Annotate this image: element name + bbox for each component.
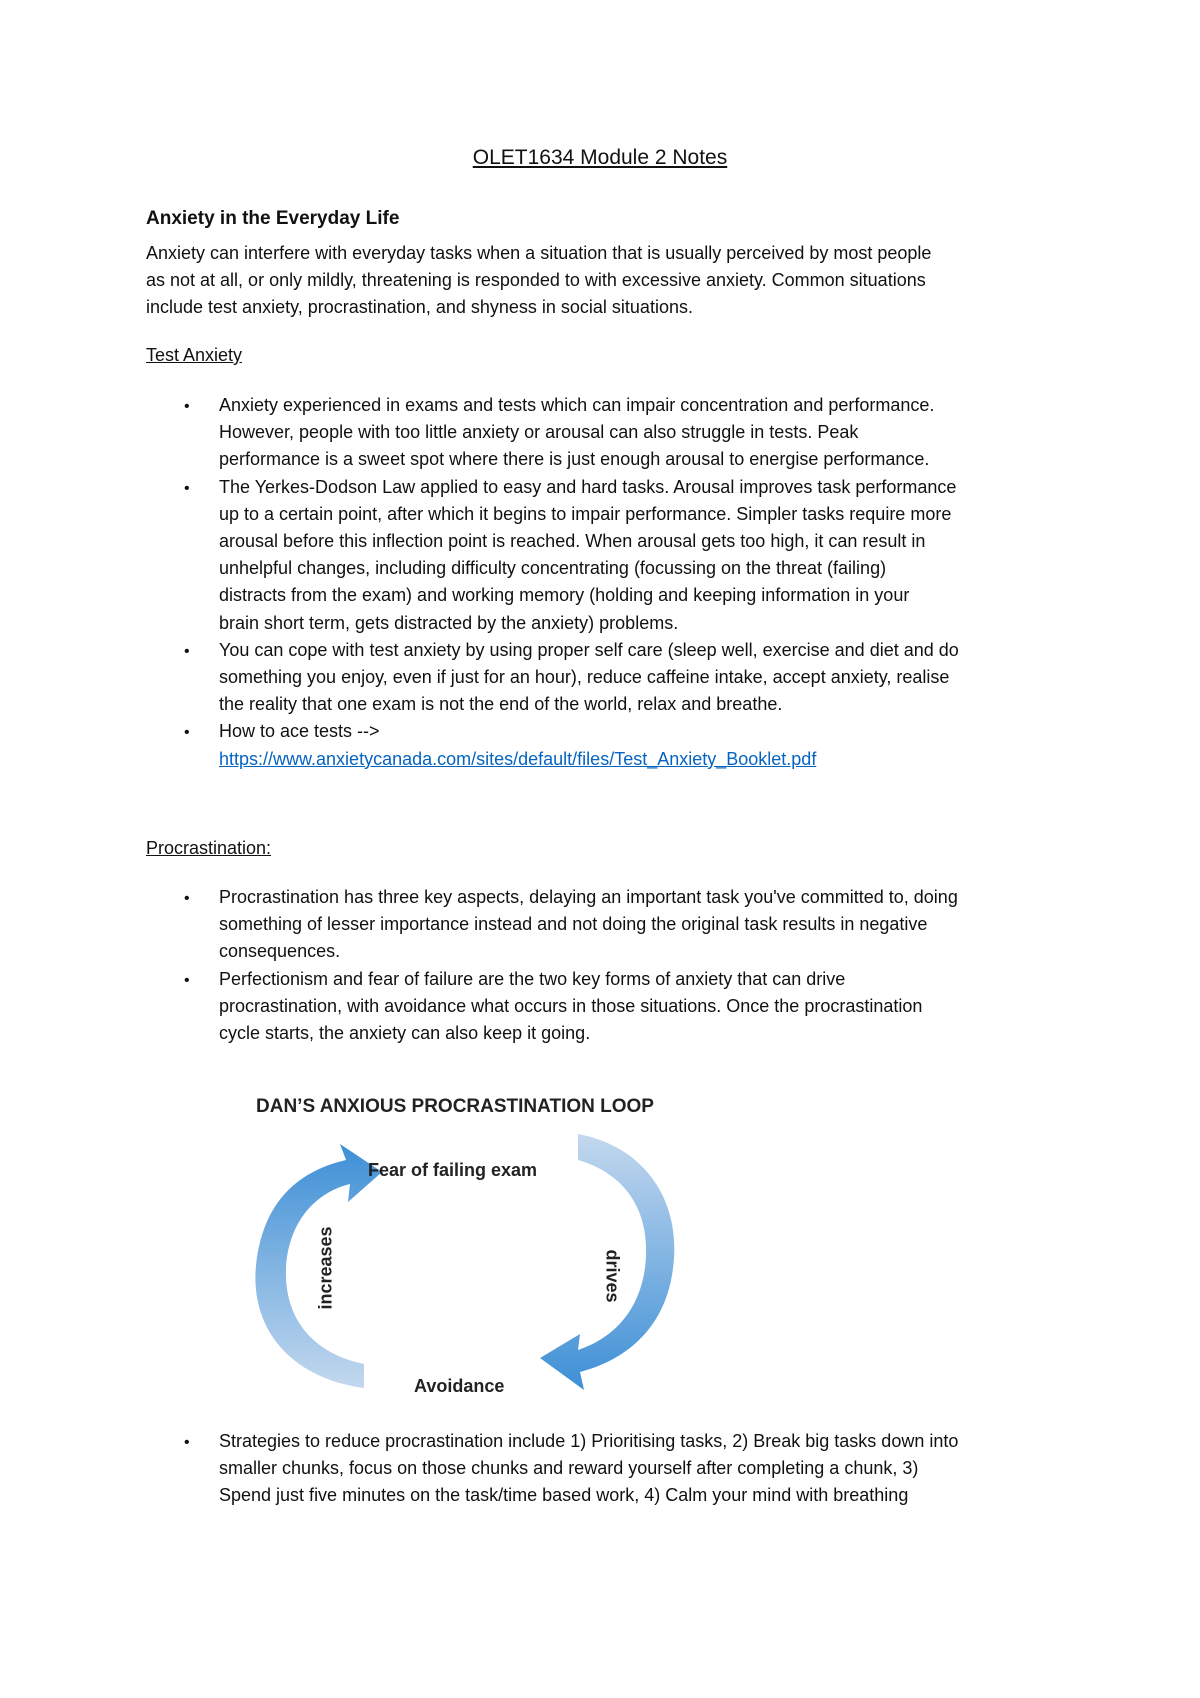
bullet-line: distracts from the exam) and working memory (holding and keeping information in your: [219, 585, 910, 606]
bullet-line: cycle starts, the anxiety can also keep it going.: [219, 1023, 591, 1044]
bullet-line: Strategies to reduce procrastination include 1) Prioritising tasks, 2) Break big tasks down into: [219, 1431, 959, 1451]
bullet-icon: •: [184, 890, 190, 907]
bullet-line: Spend just five minutes on the task/time based work, 4) Calm your mind with breathing: [219, 1485, 909, 1506]
bullet-line: Anxiety experienced in exams and tests which can impair concentration and performance.: [219, 395, 935, 415]
bullet-line: performance is a sweet spot where there is just enough arousal to energise performance.: [219, 449, 930, 470]
bullet-icon: •: [184, 724, 190, 742]
procrastination-loop-diagram: [250, 1088, 710, 1408]
bullet-line: Procrastination has three key aspects, delaying an important task you've committed to, doing: [219, 887, 958, 907]
diagram-label-increases: increases: [315, 1226, 336, 1310]
bullet-icon: •: [184, 971, 190, 989]
bullet-icon: •: [184, 1434, 190, 1451]
bullet-line: something you enjoy, even if just for an hour), reduce caffeine intake, accept anxiety, realise: [219, 667, 950, 688]
list-item: [146, 884, 1076, 966]
intro-line: include test anxiety, procrastination, and shyness in social situations.: [146, 297, 693, 318]
intro-paragraph: [146, 240, 1066, 322]
list-item: [146, 474, 1076, 637]
link-bullet-label: How to ace tests -->: [219, 721, 380, 742]
bullet-icon: •: [184, 642, 190, 660]
bullet-line: Perfectionism and fear of failure are the two key forms of anxiety that can drive: [219, 968, 846, 989]
bullet-line: procrastination, with avoidance what occurs in those situations. Once the procrastination: [219, 995, 923, 1016]
intro-line: Anxiety can interfere with everyday tasks when a situation that is usually perceived by most people: [146, 243, 932, 263]
list-item: [146, 718, 1076, 772]
list-item: [146, 392, 1076, 474]
list-item: [146, 966, 1076, 1048]
bullet-line: The Yerkes-Dodson Law applied to easy and hard tasks. Arousal improves task performance: [219, 476, 957, 497]
bullet-icon: •: [184, 479, 190, 497]
procrastination-heading: Procrastination:: [146, 838, 272, 858]
bullet-line: something of lesser importance instead and not doing the original task results in negative: [219, 914, 928, 935]
test-anxiety-booklet-link[interactable]: https://www.anxietycanada.com/sites/default/files/Test_Anxiety_Booklet.pdf: [219, 748, 817, 769]
bullet-line: brain short term, gets distracted by the anxiety) problems.: [219, 612, 679, 633]
bullet-line: You can cope with test anxiety by using proper self care (sleep well, exercise and diet and do: [219, 639, 959, 660]
diagram-label-fear: Fear of failing exam: [368, 1160, 538, 1180]
bullet-line: smaller chunks, focus on those chunks and reward yourself after completing a chunk, 3): [219, 1458, 919, 1479]
bullet-line: consequences.: [219, 941, 341, 962]
bullet-line: unhelpful changes, including difficulty concentrating (focussing on the threat (failing): [219, 558, 887, 579]
section-heading: Anxiety in the Everyday Life: [146, 208, 400, 229]
document-title: OLET1634 Module 2 Notes: [472, 146, 728, 169]
list-item: [146, 637, 1076, 719]
procrastination-list: [146, 884, 1076, 1047]
bullet-line: up to a certain point, after which it begins to impair performance. Simpler tasks require more: [219, 503, 952, 524]
bullet-line: However, people with too little anxiety or arousal can also struggle in tests. Peak: [219, 422, 859, 443]
bullet-line: arousal before this inflection point is reached. When arousal gets too high, it can result in: [219, 531, 926, 552]
bullet-line: the reality that one exam is not the end of the world, relax and breathe.: [219, 694, 783, 715]
test-anxiety-heading: Test Anxiety: [146, 345, 243, 365]
bullet-icon: •: [184, 398, 190, 415]
diagram-label-avoidance: Avoidance: [414, 1376, 505, 1396]
list-item: [146, 1428, 1076, 1510]
test-anxiety-list: [146, 392, 1076, 773]
diagram-title: DAN’S ANXIOUS PROCRASTINATION LOOP: [256, 1096, 654, 1117]
strategies-list: [146, 1428, 1076, 1510]
intro-line: as not at all, or only mildly, threatening is responded to with excessive anxiety. Common situations: [146, 270, 926, 291]
diagram-label-drives: drives: [602, 1249, 623, 1303]
